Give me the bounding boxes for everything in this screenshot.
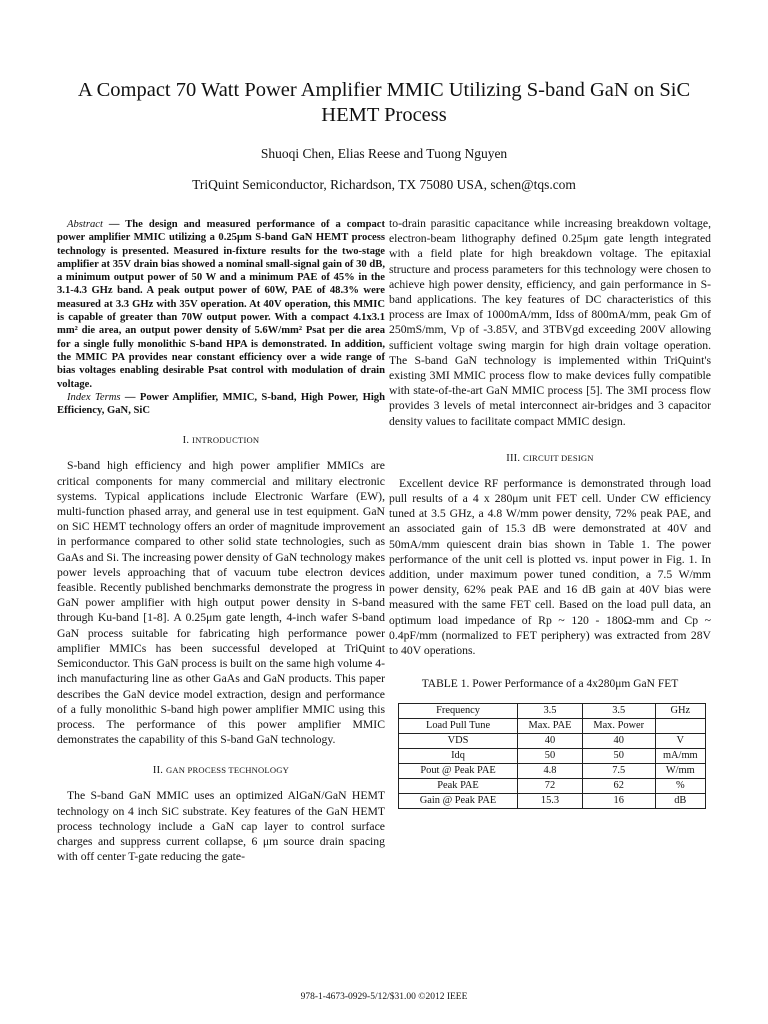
table-cell: 3.5 xyxy=(582,704,655,719)
table-cell: 50 xyxy=(582,749,655,764)
table-cell xyxy=(655,719,705,734)
table-cell: W/mm xyxy=(655,764,705,779)
table-cell: 3.5 xyxy=(518,704,583,719)
section-heading-introduction xyxy=(57,435,385,446)
table-row xyxy=(399,764,706,779)
abstract xyxy=(57,218,385,391)
paper-affiliation: TriQuint Semiconductor, Richardson, TX 75080 USA, schen@tqs.com xyxy=(192,177,576,192)
table-cell: 72 xyxy=(518,779,583,794)
section-number: I. xyxy=(182,435,193,447)
table-row xyxy=(399,779,706,794)
table-cell: % xyxy=(655,779,705,794)
right-column xyxy=(389,216,711,809)
process-paragraph-right: to-drain parasitic capacitance while increasing breakdown voltage, electron-beam lithography defined 0.25μm gate length integrated with a field plate for high breakdown voltage. The epitaxial structure and process parameters for this technology were chosen to achieve high power density, efficiency, and gain performance in S-band applications. The key features of DC characteristics of this process are Imax of 1000mA/mm, Idss of 800mA/mm, peak Gm of 250mS/mm, Vp of -3.85V, and 3TBVgd exceeding 200V allowing sufficient voltage swing margin for high drain voltage operation. The S-band GaN technology is implemented within TriQuint's existing 3MI MMIC process flow to make devices fully compatible with state-of-the-art GaN MMIC process [5]. The 3MI process flow provides 3 levels of metal interconnect air-bridges and 3 capacitor density values to facilitate compact MMIC design. xyxy=(389,217,711,428)
table-cell: Pout @ Peak PAE xyxy=(399,764,518,779)
table-cell: Gain @ Peak PAE xyxy=(399,794,518,809)
table-cell: 50 xyxy=(518,749,583,764)
table-cell: 4.8 xyxy=(518,764,583,779)
index-terms-text: — Power Amplifier, MMIC, S-band, High Power, High Efficiency, GaN, SiC xyxy=(57,391,385,417)
index-terms xyxy=(57,391,385,418)
table-cell: VDS xyxy=(399,734,518,749)
table-cell: Peak PAE xyxy=(399,779,518,794)
process-paragraph-left: The S-band GaN MMIC uses an optimized AlGaN/GaN HEMT technology on 4 inch SiC substrate. Key features of the GaN HEMT process technology include a GaN cap layer to control surface charges and suppress current collapse, 6 μm source drain spacing with off center T-gate reducing the gate- xyxy=(57,789,385,864)
section-heading-circuit xyxy=(389,453,711,464)
table-row xyxy=(399,704,706,719)
section-title: GAN PROCESS TECHNOLOGY xyxy=(165,765,290,776)
table-cell: Max. Power xyxy=(582,719,655,734)
section-heading-process xyxy=(57,765,385,776)
table-cell: 40 xyxy=(582,734,655,749)
table-cell: Idq xyxy=(399,749,518,764)
table-row xyxy=(399,794,706,809)
table-cell: 7.5 xyxy=(582,764,655,779)
section-title: INTRODUCTION xyxy=(192,435,260,446)
table-cell: 15.3 xyxy=(518,794,583,809)
table-cell: 40 xyxy=(518,734,583,749)
paper-authors: Shuoqi Chen, Elias Reese and Tuong Nguyen xyxy=(260,146,508,161)
left-column xyxy=(57,218,385,864)
table-row xyxy=(399,749,706,764)
table-row xyxy=(399,719,706,734)
abstract-text: — The design and measured performance of a compact power amplifier MMIC utilizing a 0.25μm S-band GaN HEMT process technology is presented. Measured in-fixture results for the two-stage amplifier at 35V drain bias showed a nominal small-signal gain of 30 dB, a minimum output power of 50 W and a minimum PAE of 45% in the 3.1-4.3 GHz band. A peak output power of 60W, PAE of 48.3% were measured at 3.3 GHz with 35V operation. At 40V operation, this MMIC is capable of greater than 70W output power. With a compact 4.1x3.1 mm² die area, an output power density of 5.6W/mm² Psat per die area for a single fully monolithic S-band HPA is demonstrated. In addition, the MMIC PA provides near constant efficiency over a wide range of bias voltages enabling desirable Psat control with modulation of drain voltage. xyxy=(57,219,385,390)
table-cell: 62 xyxy=(582,779,655,794)
table-row xyxy=(399,734,706,749)
table-cell: Load Pull Tune xyxy=(399,719,518,734)
index-terms-lead: Index Terms xyxy=(67,391,121,403)
performance-table xyxy=(398,703,706,809)
circuit-paragraph: Excellent device RF performance is demonstrated through load pull results of a 4 x 280μm unit FET cell. Under CW efficiency tuned at 3.5 GHz, a 4.8 W/mm power density, 72% peak PAE, and an associated gain of 15.3 dB were demonstrated at 40V and 50mA/mm quiescent drain bias shown in Table 1. The power performance of the unit cell is plotted vs. input power in Fig. 1. In addition, under maximum power tuned condition, a 7.5 W/mm power density, 62% peak PAE and 16 dB gain at 40V bias were measured with the same FET cell. Based on the load pull data, an optimum load impedance of Rp ~ 120 - 180Ω-mm and Cp ~ 0.4pF/mm (normalized to FET periphery) was extracted from 28V to 40V operations. xyxy=(389,476,711,658)
abstract-lead: Abstract xyxy=(67,219,103,230)
table-cell: Frequency xyxy=(399,704,518,719)
table-cell: mA/mm xyxy=(655,749,705,764)
section-number: II. xyxy=(152,765,166,777)
table-caption: TABLE 1. Power Performance of a 4x280μm GaN FET xyxy=(421,678,679,691)
paper-title: A Compact 70 Watt Power Amplifier MMIC Utilizing S-band GaN on SiC HEMT Process xyxy=(77,79,691,126)
copyright-footer: 978-1-4673-0929-5/12/$31.00 ©2012 IEEE xyxy=(300,992,468,1002)
introduction-paragraph: S-band high efficiency and high power amplifier MMICs are critical components for many commercial and military electronic systems. Typical applications include Electronic Warfare (EW), multi-function phased array, and general use in test equipment. GaN on SiC HEMT technology offers an order of magnitude improvement in performance compared to other solid state technologies, such as GaAs and Si. The increasing power density of GaN technology makes power levels approaching that of vacuum tube electron devices feasible. Recently published benchmarks demonstrate the progress in GaN power amplifier with high output power density in S-band through Ku-band [1-8]. A 0.25μm gate length, 4-inch wafer S-band GaN process suitable for fabricating high performance power amplifier MMICs has been successful developed at TriQuint Semiconductor. This GaN process is built on the same high volume 4-inch manufacturing line as other GaAs and GaN products. This paper describes the GaN device model extraction, design and performance of a fully monolithic S-band high power amplifier MMIC using this process. The performance of this power amplifier MMIC demonstrates the capability of this S-band GaN technology. xyxy=(57,459,385,747)
table-cell: 16 xyxy=(582,794,655,809)
table-cell: GHz xyxy=(655,704,705,719)
section-title: CIRCUIT DESIGN xyxy=(523,452,594,463)
table-cell: V xyxy=(655,734,705,749)
section-number: III. xyxy=(506,452,524,464)
table-cell: dB xyxy=(655,794,705,809)
table-cell: Max. PAE xyxy=(518,719,583,734)
